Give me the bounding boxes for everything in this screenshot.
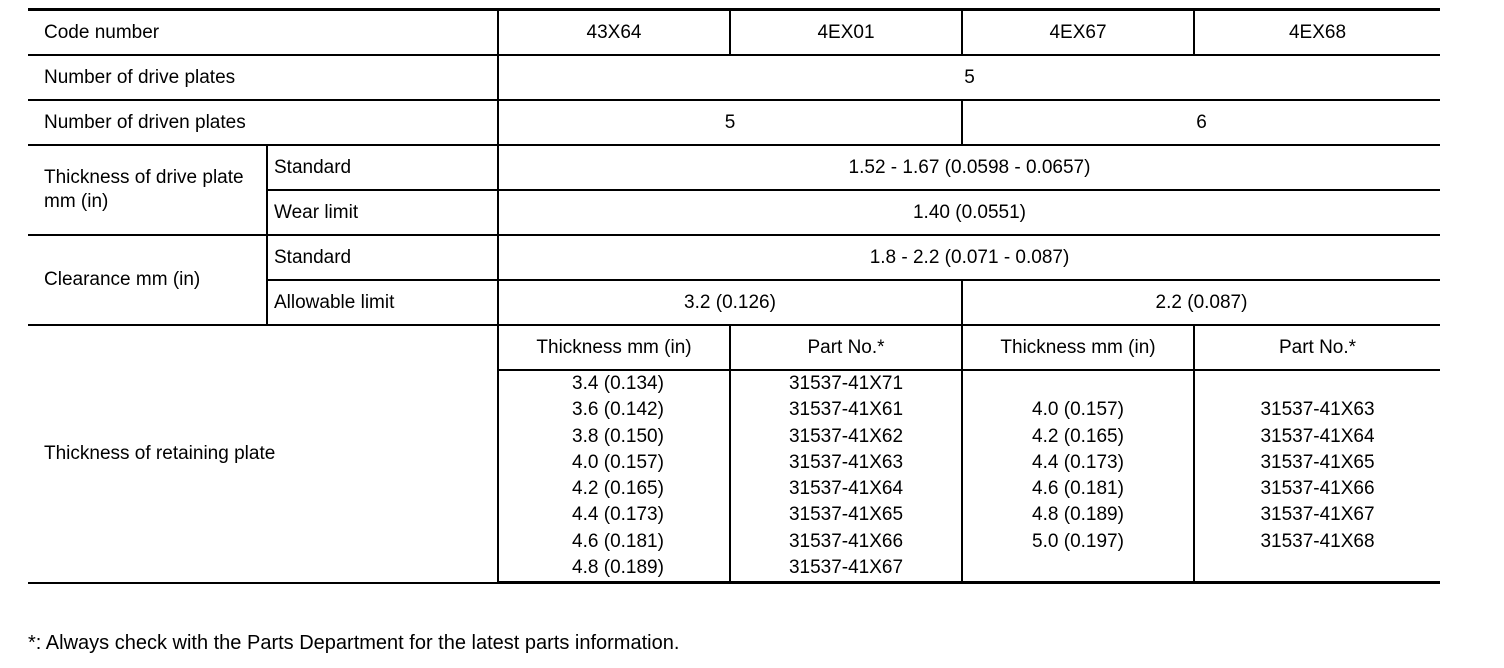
list-item: 4.6 (0.181) (1032, 478, 1124, 500)
driven-plates-value: 5 (498, 100, 962, 145)
list-item: 31537-41X63 (1260, 399, 1375, 421)
drive-plates-value: 5 (498, 55, 1440, 100)
footnote: *: Always check with the Parts Department for the latest parts information. (28, 632, 680, 654)
list-item: 31537-41X71 (788, 373, 904, 394)
wear-limit-label: Wear limit (267, 190, 498, 235)
list-item: 3.6 (0.142) (572, 399, 664, 421)
allowable-limit-label: Allowable limit (267, 280, 498, 325)
clearance-standard-value: 1.8 - 2.2 (0.071 - 0.087) (498, 235, 1440, 280)
list-item: 31537-41X65 (788, 504, 904, 526)
code-number-label: Code number (28, 10, 498, 56)
standard-label: Standard (267, 235, 498, 280)
drive-thickness-standard-row (28, 145, 1440, 190)
clearance-allowable-value: 2.2 (0.087) (962, 280, 1440, 325)
clearance-label: Clearance mm (in) (28, 235, 267, 325)
part-no-header: Part No.* (1194, 325, 1440, 370)
thickness-header: Thickness mm (in) (498, 325, 730, 370)
list-item: 4.4 (0.173) (572, 504, 664, 526)
list-item: 4.0 (0.157) (572, 451, 664, 473)
thickness-header: Thickness mm (in) (962, 325, 1194, 370)
list-item: 31537-41X61 (788, 399, 904, 421)
part-list-a (730, 370, 962, 583)
part-list-b (1194, 370, 1440, 583)
drive-plates-label: Number of drive plates (28, 55, 498, 100)
code-cell: 4EX01 (730, 10, 962, 56)
spec-table (28, 8, 1440, 584)
list-item: 3.4 (0.134) (572, 373, 664, 394)
list-item: 4.2 (0.165) (572, 478, 664, 500)
list-item: 31537-41X66 (1260, 478, 1375, 500)
list-item: 5.0 (0.197) (1032, 530, 1124, 552)
retaining-plate-label: Thickness of retaining plate (28, 325, 498, 583)
drive-thickness-standard-value: 1.52 - 1.67 (0.0598 - 0.0657) (498, 145, 1440, 190)
list-item: 4.2 (0.165) (1032, 425, 1124, 447)
list-item: 4.8 (0.189) (1032, 504, 1124, 526)
drive-thickness-wear-value: 1.40 (0.0551) (498, 190, 1440, 235)
retaining-header-row (28, 325, 1440, 370)
list-item: 31537-41X62 (788, 425, 904, 447)
part-no-header: Part No.* (730, 325, 962, 370)
list-item: 31537-41X64 (788, 478, 904, 500)
list-item: 31537-41X65 (1260, 451, 1375, 473)
driven-plates-label: Number of driven plates (28, 100, 498, 145)
code-cell: 43X64 (498, 10, 730, 56)
code-cell: 4EX67 (962, 10, 1194, 56)
driven-plates-row (28, 100, 1440, 145)
list-item: 4.6 (0.181) (572, 530, 664, 552)
list-item: 4.4 (0.173) (1032, 451, 1124, 473)
list-item: 4.0 (0.157) (1032, 399, 1124, 421)
list-item: 4.8 (0.189) (572, 557, 664, 579)
list-item: 31537-41X66 (788, 530, 904, 552)
clearance-standard-row (28, 235, 1440, 280)
list-item: 31537-41X64 (1260, 425, 1375, 447)
drive-thickness-label: Thickness of drive plate mm (in) (28, 145, 267, 235)
list-item: 31537-41X67 (1260, 504, 1375, 526)
code-number-row (28, 10, 1440, 56)
list-item: 31537-41X68 (1260, 530, 1375, 552)
driven-plates-value: 6 (962, 100, 1440, 145)
standard-label: Standard (267, 145, 498, 190)
list-item: 31537-41X63 (788, 451, 904, 473)
list-item: 31537-41X67 (788, 557, 904, 579)
list-item: 3.8 (0.150) (572, 425, 664, 447)
clearance-allowable-value: 3.2 (0.126) (498, 280, 962, 325)
drive-plates-row (28, 55, 1440, 100)
code-cell: 4EX68 (1194, 10, 1440, 56)
thickness-list-b (962, 370, 1194, 583)
thickness-list-a (498, 370, 730, 583)
